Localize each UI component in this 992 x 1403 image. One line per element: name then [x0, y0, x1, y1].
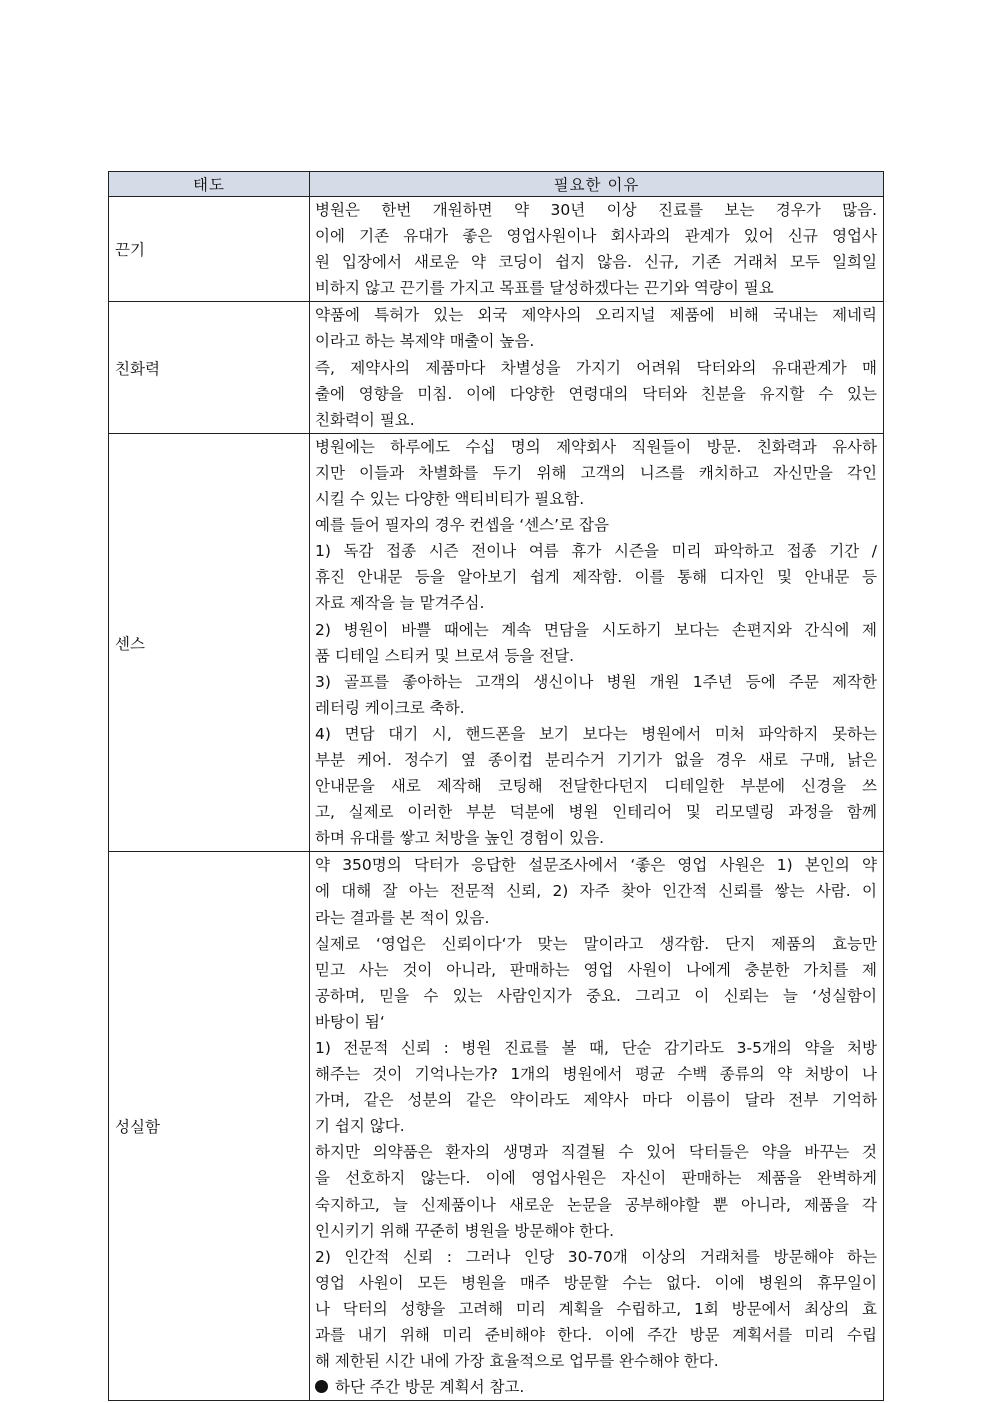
reason-line: 이라고 하는 복제약 매출이 높음.	[315, 332, 535, 351]
header-attitude: 태도	[109, 172, 310, 197]
reason-line: 예를 들어 필자의 경우 컨셉을 ‘센스’로 잡음	[315, 516, 609, 535]
table-header-row	[109, 172, 884, 197]
reason-line: 출에 영향을 미침. 이에 다양한 연령대의 닥터와 친분을 유지할 수 있는	[315, 384, 877, 403]
reason-line: 하지만 의약품은 환자의 생명과 직결될 수 있어 닥터들은 약을 바꾸는 것	[315, 1143, 877, 1162]
reason-line: 하며 유대를 쌓고 처방을 높인 경험이 있음.	[315, 829, 605, 848]
reason-line: 시킬 수 있는 다양한 액티비티가 필요함.	[315, 490, 585, 509]
reason-line: 바탕이 됨‘	[315, 1012, 385, 1031]
reason-line: 실제로 ‘영업은 신뢰이다‘가 맞는 말이라고 생각함. 단지 제품의 효능만	[315, 934, 877, 953]
reason-line: 1) 독감 접종 시즌 전이나 여름 휴가 시즌을 미리 파악하고 접종 기간 /	[315, 542, 877, 561]
reason-line: 이에 기존 유대가 좋은 영업사원이나 회사과의 관계가 있어 신규 영업사	[315, 227, 877, 246]
reason-line: 고, 실제로 이러한 부분 덕분에 병원 인테리어 및 리모델링 과정을 함께	[315, 803, 877, 822]
header-reason: 필요한 이유	[310, 172, 884, 197]
reason-line: 부분 케어. 정수기 옆 종이컵 분리수거 기기가 없을 경우 새로 구매, 낡은	[315, 750, 877, 769]
reason-line: 병원은 한번 개원하면 약 30년 이상 진료를 보는 경우가 많음.	[315, 201, 877, 219]
reason-cell	[310, 852, 884, 1401]
reason-cell	[310, 302, 884, 433]
reason-line: 2) 인간적 신뢰 : 그러나 인당 30-70개 이상의 거래처를 방문해야 하는	[315, 1247, 877, 1266]
attitude-cell: 센스	[109, 433, 310, 852]
reason-line: 나 닥터의 성향을 고려해 미리 계획을 수립하고, 1회 방문에서 최상의 효	[315, 1299, 877, 1318]
reason-line: 믿고 사는 것이 아니라, 판매하는 영업 사원이 나에게 충분한 가치를 제	[315, 960, 877, 979]
bullet-text: 하단 주간 방문 계획서 참고.	[335, 1378, 525, 1397]
reason-line: 공하며, 믿을 수 있는 사람인지가 중요. 그리고 이 신뢰는 늘 ‘성실함이	[315, 986, 877, 1005]
reason-line: 지만 이들과 차별화를 두기 위해 고객의 니즈를 캐치하고 자신만을 각인	[315, 463, 877, 482]
reason-line: 자료 제작을 늘 맡겨주심.	[315, 594, 485, 613]
reason-line: 비하지 않고 끈기를 가지고 목표를 달성하겠다는 끈기와 역량이 필요	[315, 279, 774, 298]
reason-line: 인시키기 위해 꾸준히 병원을 방문해야 한다.	[315, 1221, 615, 1240]
reason-line: 2) 병원이 바쁠 때에는 계속 면담을 시도하기 보다는 손편지와 간식에 제	[315, 620, 877, 639]
reason-line: 즉, 제약사의 제품마다 차별성을 가지기 어려워 닥터와의 유대관계가 매	[315, 358, 877, 377]
table-row	[109, 302, 884, 433]
reason-line: 3) 골프를 좋아하는 고객의 생신이나 병원 개원 1주년 등에 주문 제작한	[315, 672, 877, 691]
reason-line: 약 350명의 닥터가 응답한 설문조사에서 ‘좋은 영업 사원은 1) 본인의 약	[315, 856, 877, 875]
reason-line: 가며, 같은 성분의 같은 약이라도 제약사 마다 이름이 달라 전부 기억하	[315, 1091, 877, 1110]
reason-line: 4) 면담 대기 시, 핸드폰을 보기 보다는 병원에서 미처 파악하지 못하는	[315, 724, 877, 743]
table-row	[109, 433, 884, 852]
reason-line: 을 선호하지 않는다. 이에 영업사원은 자신이 판매하는 제품을 완벽하게	[315, 1169, 877, 1188]
reason-line: 원 입장에서 새로운 약 코딩이 쉽지 않음. 신규, 기존 거래처 모두 일희일	[315, 253, 877, 272]
reason-line: 안내문을 새로 제작해 코팅해 전달한다던지 디테일한 부분에 신경을 쓰	[315, 777, 877, 796]
reason-line: 레터링 케이크로 축하.	[315, 698, 465, 717]
reason-line: 과를 내기 위해 미리 준비해야 한다. 이에 주간 방문 계획서를 미리 수립	[315, 1326, 877, 1345]
reason-line: 에 대해 잘 아는 전문적 신뢰, 2) 자주 찾아 인간적 신뢰를 쌓는 사람. 이	[315, 882, 877, 901]
reason-cell	[310, 433, 884, 852]
reason-line: 숙지하고, 늘 신제품이나 새로운 논문을 공부해야할 뿐 아니라, 제품을 각	[315, 1195, 877, 1214]
reason-line: 기 쉽지 않다.	[315, 1117, 405, 1136]
reason-line: 친화력이 필요.	[315, 410, 415, 429]
reason-line: 병원에는 하루에도 수십 명의 제약회사 직원들이 방문. 친화력과 유사하	[315, 437, 877, 456]
bullet-line	[315, 1374, 877, 1400]
reason-line: 약품에 특허가 있는 외국 제약사의 오리지널 제품에 비해 국내는 제네릭	[315, 306, 877, 325]
reason-line: 품 디테일 스티커 및 브로셔 등을 전달.	[315, 646, 575, 665]
reason-line: 라는 결과를 본 적이 있음.	[315, 908, 490, 927]
attitude-cell: 끈기	[109, 197, 310, 302]
reason-cell	[310, 197, 884, 302]
reason-line: 해 제한된 시간 내에 가장 효율적으로 업무를 완수해야 한다.	[315, 1352, 719, 1371]
reason-line: 해주는 것이 기억나는가? 1개의 병원에서 평균 수백 종류의 약 처방이 나	[315, 1065, 877, 1084]
bullet-icon	[315, 1380, 328, 1393]
reason-line: 영업 사원이 모든 병원을 매주 방문할 수는 없다. 이에 병원의 휴무일이	[315, 1273, 877, 1292]
reason-line: 1) 전문적 신뢰 : 병원 진료를 볼 때, 단순 감기라도 3-5개의 약을 처방	[315, 1039, 877, 1057]
table-row	[109, 852, 884, 1401]
attitude-table	[108, 171, 884, 1401]
reason-line: 휴진 안내문 등을 알아보기 쉽게 제작함. 이를 통해 디자인 및 안내문 등	[315, 568, 877, 587]
table-row	[109, 197, 884, 302]
attitude-cell: 친화력	[109, 302, 310, 433]
attitude-cell: 성실함	[109, 852, 310, 1401]
